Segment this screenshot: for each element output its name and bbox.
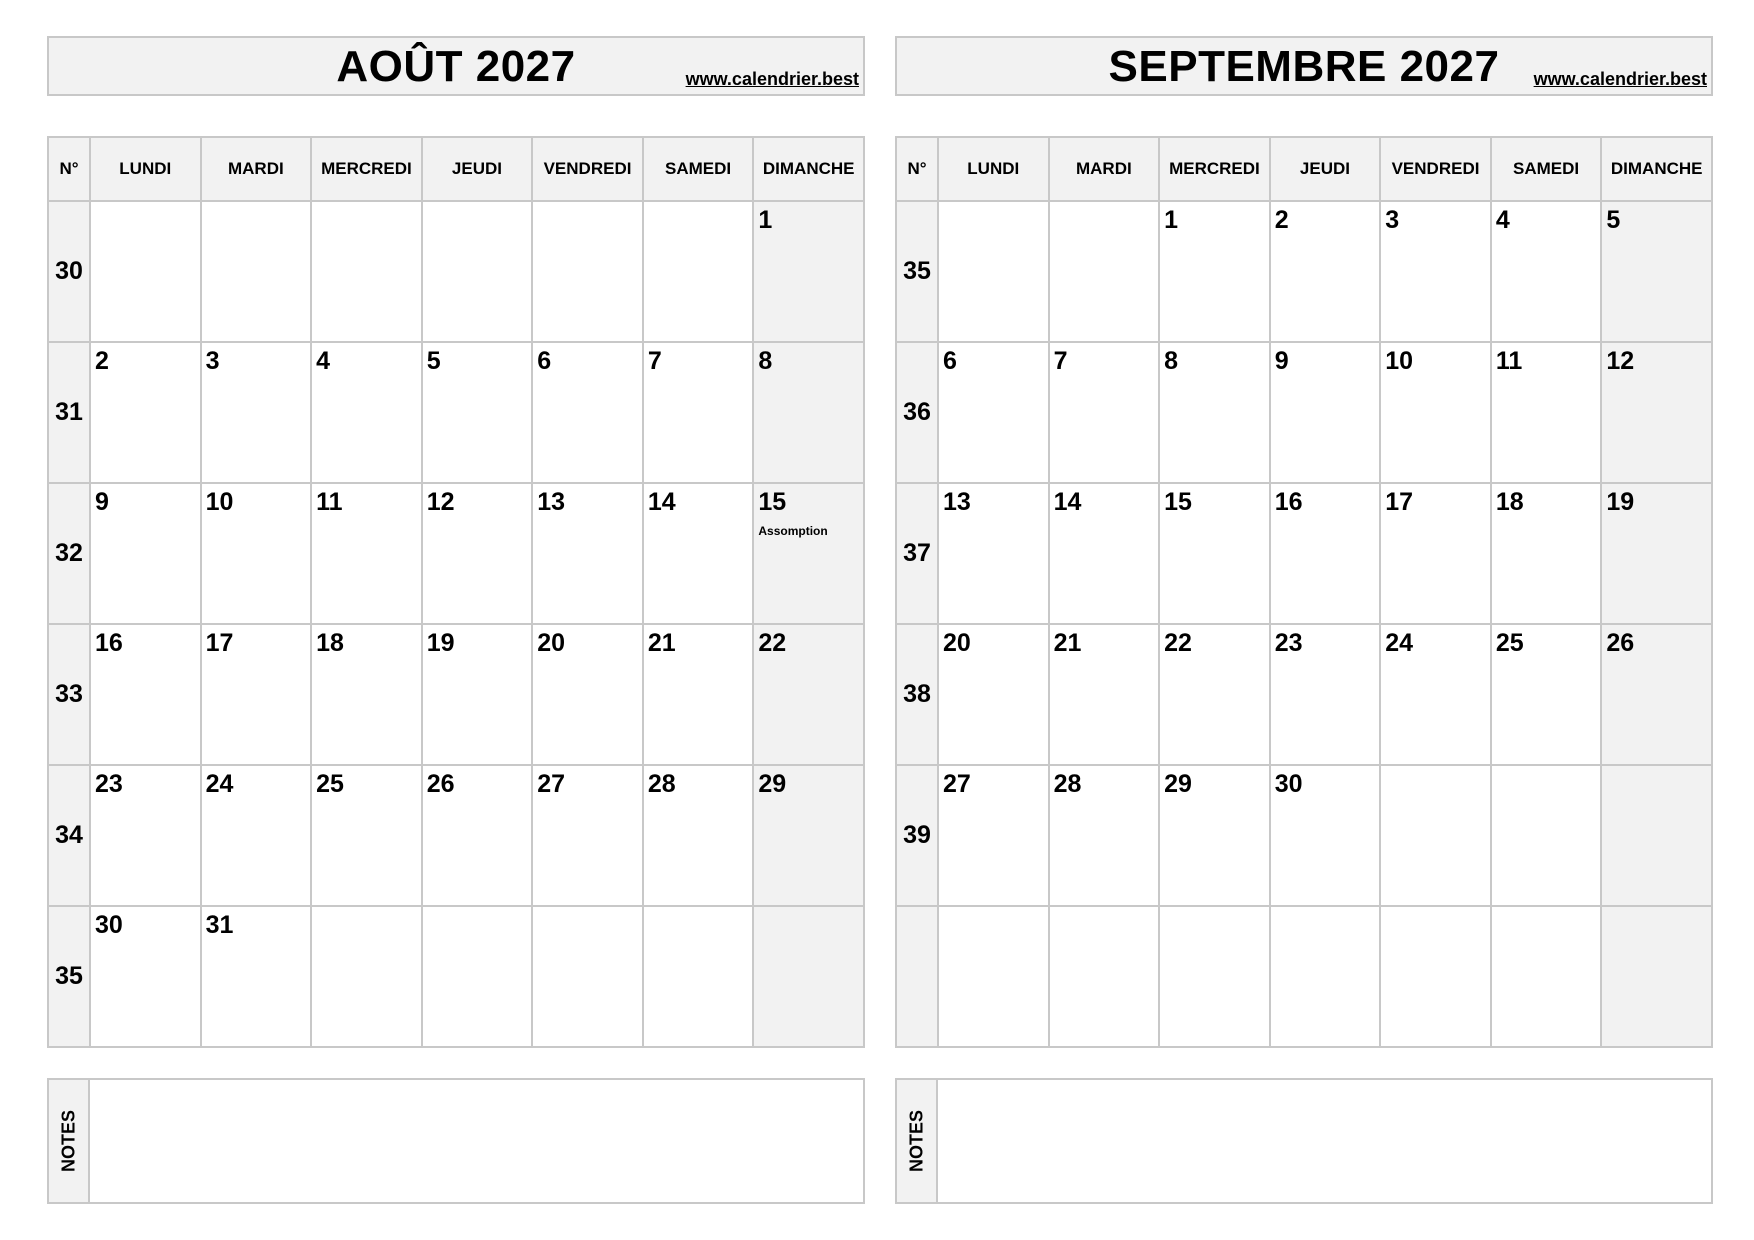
- day-number: 7: [1053, 347, 1068, 375]
- day-cell[interactable]: [90, 906, 201, 1047]
- day-cell[interactable]: [643, 624, 754, 765]
- day-cell[interactable]: [311, 483, 422, 624]
- day-number: 21: [647, 629, 676, 657]
- day-cell[interactable]: [1159, 624, 1270, 765]
- day-number: 29: [1164, 770, 1192, 798]
- day-cell[interactable]: [422, 624, 533, 765]
- day-cell[interactable]: [532, 624, 643, 765]
- day-cell[interactable]: [1049, 906, 1160, 1047]
- day-cell[interactable]: [90, 624, 201, 765]
- month-title: AOÛT 2027: [336, 42, 576, 91]
- day-cell[interactable]: [90, 342, 201, 483]
- day-number: 9: [95, 488, 109, 516]
- day-number: 26: [426, 770, 455, 798]
- holiday-label: Assomption: [758, 524, 828, 538]
- day-cell[interactable]: [938, 342, 1049, 483]
- day-cell[interactable]: [532, 342, 643, 483]
- day-number: 8: [1164, 347, 1179, 375]
- day-cell[interactable]: [1491, 906, 1602, 1047]
- week-number-header: N°: [48, 137, 90, 201]
- notes-box: [895, 1078, 1713, 1204]
- day-number: 27: [537, 770, 566, 798]
- week-number: 37: [896, 483, 938, 624]
- week-row: [48, 483, 864, 624]
- week-row: [48, 624, 864, 765]
- day-cell[interactable]: [1380, 201, 1491, 342]
- day-cell[interactable]: [201, 342, 312, 483]
- day-number: 27: [943, 770, 971, 798]
- week-row: [48, 765, 864, 906]
- day-cell[interactable]: [311, 342, 422, 483]
- week-row: [896, 342, 1712, 483]
- day-cell[interactable]: [422, 342, 533, 483]
- day-number: 26: [1606, 629, 1635, 657]
- week-number: 35: [48, 906, 90, 1047]
- day-cell-sunday[interactable]: [753, 201, 864, 342]
- day-number: 9: [1274, 347, 1289, 375]
- week-number: 30: [48, 201, 90, 342]
- day-cell[interactable]: [201, 624, 312, 765]
- day-cell[interactable]: [532, 201, 643, 342]
- day-cell[interactable]: [422, 483, 533, 624]
- day-number: 19: [1606, 488, 1635, 516]
- day-cell[interactable]: [1491, 483, 1602, 624]
- week-number: 35: [896, 201, 938, 342]
- day-cell[interactable]: [201, 765, 312, 906]
- day-number: 14: [647, 488, 676, 516]
- day-number: 30: [95, 911, 123, 939]
- day-number: 12: [1606, 347, 1635, 375]
- week-row: [896, 624, 1712, 765]
- day-cell[interactable]: [1159, 906, 1270, 1047]
- day-number: 23: [1274, 629, 1303, 657]
- day-cell[interactable]: [938, 201, 1049, 342]
- day-cell-sunday[interactable]: [1601, 624, 1712, 765]
- weekday-header: MARDI: [1049, 137, 1160, 201]
- day-number: 8: [758, 347, 773, 375]
- weekday-header: MARDI: [201, 137, 312, 201]
- day-cell[interactable]: [1491, 201, 1602, 342]
- day-cell[interactable]: [1049, 624, 1160, 765]
- day-cell[interactable]: [201, 906, 312, 1047]
- day-number: 2: [95, 347, 109, 375]
- week-number: 39: [896, 765, 938, 906]
- day-cell[interactable]: [90, 483, 201, 624]
- week-row: [896, 906, 1712, 1047]
- day-number: 13: [537, 488, 566, 516]
- day-cell-sunday[interactable]: [1601, 483, 1712, 624]
- week-row: [896, 201, 1712, 342]
- day-cell[interactable]: [422, 201, 533, 342]
- day-cell[interactable]: [311, 906, 422, 1047]
- day-number: 22: [758, 629, 787, 657]
- day-cell[interactable]: [1491, 624, 1602, 765]
- day-cell-sunday[interactable]: [1601, 201, 1712, 342]
- day-number: 25: [316, 770, 344, 798]
- week-number: [896, 906, 938, 1047]
- day-cell[interactable]: [643, 765, 754, 906]
- day-cell[interactable]: [532, 483, 643, 624]
- day-number: 16: [95, 629, 123, 657]
- day-number: 31: [205, 911, 234, 939]
- day-number: 11: [1495, 347, 1523, 375]
- week-number: 33: [48, 624, 90, 765]
- day-cell[interactable]: [1159, 342, 1270, 483]
- month-title-box: [895, 36, 1713, 96]
- day-cell[interactable]: [938, 765, 1049, 906]
- day-number: 4: [1495, 206, 1510, 234]
- day-cell[interactable]: [311, 765, 422, 906]
- day-number: 19: [426, 629, 455, 657]
- weekday-header: MERCREDI: [311, 137, 422, 201]
- day-cell[interactable]: [1270, 201, 1381, 342]
- day-cell[interactable]: [532, 906, 643, 1047]
- calendar-grid: [895, 136, 1713, 1048]
- day-number: 28: [647, 770, 676, 798]
- weekday-header: JEUDI: [1270, 137, 1381, 201]
- day-number: 2: [1274, 206, 1289, 234]
- day-number: 17: [205, 629, 234, 657]
- day-number: 18: [1495, 488, 1524, 516]
- week-row: [48, 906, 864, 1047]
- day-cell[interactable]: [201, 483, 312, 624]
- day-cell-sunday[interactable]: [753, 906, 864, 1047]
- day-cell[interactable]: [1159, 201, 1270, 342]
- week-row: [896, 483, 1712, 624]
- notes-label-cell: [896, 1079, 937, 1203]
- week-row: [48, 201, 864, 342]
- day-cell[interactable]: [1380, 342, 1491, 483]
- weekday-header: DIMANCHE: [753, 137, 864, 201]
- day-number: 14: [1053, 488, 1082, 516]
- day-number: 12: [426, 488, 455, 516]
- weekday-header: VENDREDI: [1380, 137, 1491, 201]
- weekday-header: LUNDI: [938, 137, 1049, 201]
- day-cell[interactable]: [643, 201, 754, 342]
- day-number: 28: [1053, 770, 1082, 798]
- day-number: 4: [316, 347, 331, 375]
- day-cell[interactable]: [1270, 624, 1381, 765]
- week-number: 38: [896, 624, 938, 765]
- day-cell[interactable]: [643, 906, 754, 1047]
- website-link[interactable]: www.calendrier.best: [685, 69, 859, 89]
- day-number: 21: [1053, 629, 1082, 657]
- day-number: 7: [647, 347, 662, 375]
- day-cell[interactable]: [1049, 483, 1160, 624]
- day-number: 3: [1385, 206, 1400, 234]
- day-cell[interactable]: [1380, 483, 1491, 624]
- day-cell[interactable]: [201, 201, 312, 342]
- day-number: 15: [1164, 488, 1192, 516]
- month-title: SEPTEMBRE 2027: [1108, 42, 1500, 91]
- website-link[interactable]: www.calendrier.best: [1533, 69, 1707, 89]
- day-number: 25: [1495, 629, 1524, 657]
- day-cell-sunday[interactable]: [753, 624, 864, 765]
- day-number: 29: [758, 770, 787, 798]
- day-cell[interactable]: [1270, 342, 1381, 483]
- month-title-box: [47, 36, 865, 96]
- day-number: 24: [205, 770, 234, 798]
- day-number: 10: [205, 488, 234, 516]
- day-cell[interactable]: [1049, 765, 1160, 906]
- day-cell[interactable]: [1491, 765, 1602, 906]
- weekday-header-row: [48, 137, 864, 201]
- day-cell[interactable]: [311, 624, 422, 765]
- week-number: 36: [896, 342, 938, 483]
- day-cell[interactable]: [1491, 342, 1602, 483]
- day-cell[interactable]: [643, 342, 754, 483]
- day-cell[interactable]: [1380, 906, 1491, 1047]
- week-number: 31: [48, 342, 90, 483]
- weekday-header: LUNDI: [90, 137, 201, 201]
- day-number: 5: [426, 347, 441, 375]
- day-cell[interactable]: [643, 483, 754, 624]
- notes-box: [47, 1078, 865, 1204]
- week-number: 34: [48, 765, 90, 906]
- weekday-header: DIMANCHE: [1601, 137, 1712, 201]
- day-number: 18: [316, 629, 344, 657]
- day-cell-sunday[interactable]: [753, 765, 864, 906]
- week-number-header: N°: [896, 137, 938, 201]
- day-number: 24: [1385, 629, 1414, 657]
- month-august: [47, 36, 865, 1204]
- day-cell[interactable]: [532, 765, 643, 906]
- day-number: 30: [1274, 770, 1303, 798]
- notes-label: NOTES: [58, 1109, 78, 1173]
- day-number: 11: [316, 488, 343, 516]
- day-cell[interactable]: [1270, 906, 1381, 1047]
- day-cell[interactable]: [1159, 483, 1270, 624]
- day-cell-sunday[interactable]: [753, 483, 864, 624]
- day-cell[interactable]: [938, 624, 1049, 765]
- day-cell[interactable]: [311, 201, 422, 342]
- day-cell[interactable]: [1270, 483, 1381, 624]
- weekday-header-row: [896, 137, 1712, 201]
- weekday-header: SAMEDI: [1491, 137, 1602, 201]
- day-number: 23: [95, 770, 123, 798]
- notes-label-cell: [48, 1079, 89, 1203]
- week-row: [896, 765, 1712, 906]
- week-row: [48, 342, 864, 483]
- day-number: 16: [1274, 488, 1303, 516]
- day-number: 13: [943, 488, 971, 516]
- day-cell[interactable]: [1049, 201, 1160, 342]
- day-number: 1: [758, 206, 773, 234]
- day-number: 20: [537, 629, 566, 657]
- weekday-header: SAMEDI: [643, 137, 754, 201]
- day-cell[interactable]: [1380, 624, 1491, 765]
- day-number: 6: [943, 347, 957, 375]
- day-number: 3: [205, 347, 220, 375]
- week-number: 32: [48, 483, 90, 624]
- weekday-header: VENDREDI: [532, 137, 643, 201]
- notes-area[interactable]: [937, 1079, 1712, 1203]
- day-cell[interactable]: [938, 483, 1049, 624]
- day-cell[interactable]: [90, 765, 201, 906]
- day-cell-sunday[interactable]: [1601, 342, 1712, 483]
- day-number: 22: [1164, 629, 1192, 657]
- day-cell-sunday[interactable]: [753, 342, 864, 483]
- day-number: 20: [943, 629, 971, 657]
- notes-area[interactable]: [89, 1079, 864, 1203]
- day-cell[interactable]: [422, 765, 533, 906]
- calendar-grid: [47, 136, 865, 1048]
- notes-label: NOTES: [906, 1109, 926, 1173]
- day-number: 6: [537, 347, 552, 375]
- day-cell-sunday[interactable]: [1601, 906, 1712, 1047]
- day-number: 5: [1606, 206, 1621, 234]
- day-cell-sunday[interactable]: [1601, 765, 1712, 906]
- month-september: [895, 36, 1713, 1204]
- day-number: 1: [1164, 206, 1179, 234]
- day-cell[interactable]: [1270, 765, 1381, 906]
- day-cell[interactable]: [422, 906, 533, 1047]
- day-cell[interactable]: [1049, 342, 1160, 483]
- weekday-header: JEUDI: [422, 137, 533, 201]
- day-cell[interactable]: [938, 906, 1049, 1047]
- day-number: 15: [758, 488, 787, 516]
- day-number: 17: [1385, 488, 1414, 516]
- day-cell[interactable]: [1380, 765, 1491, 906]
- weekday-header: MERCREDI: [1159, 137, 1270, 201]
- day-cell[interactable]: [1159, 765, 1270, 906]
- day-number: 10: [1385, 347, 1414, 375]
- day-cell[interactable]: [90, 201, 201, 342]
